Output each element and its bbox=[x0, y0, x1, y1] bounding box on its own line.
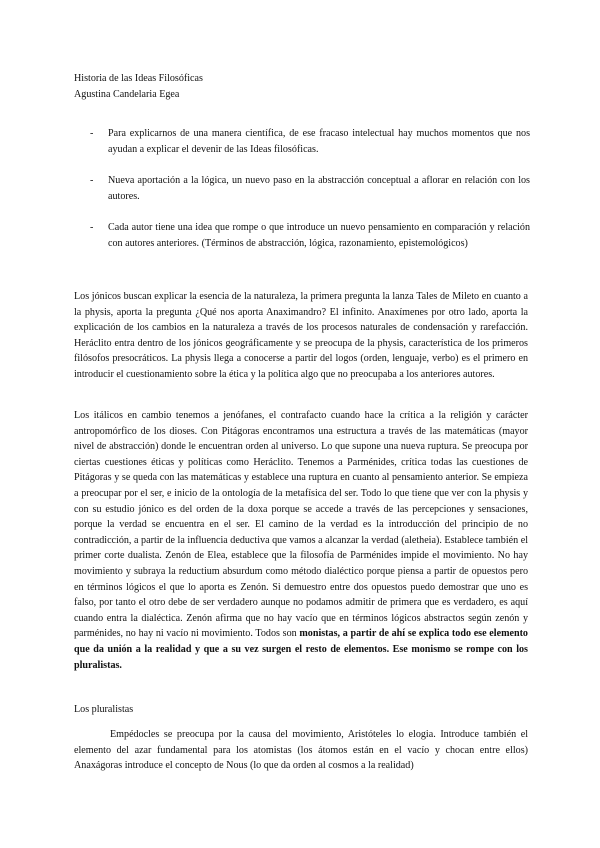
bullet-item bbox=[90, 126, 530, 157]
paragraph-pluralistas: Empédocles se preocupa por la causa del movimiento, Aristóteles lo elogia. Introduce también el elemento del azar fundamental para los atomistas (los átomos están en el vacío y chocan entre ellos) Anaxágoras introduce el concepto de Nous (lo que da orden al cosmos a la realidad) bbox=[74, 729, 528, 772]
bullet-text: Para explicarnos de una manera científica, de ese fracaso intelectual hay muchos momentos que nos ayudan a explicar el devenir de las Ideas filosóficas. bbox=[108, 128, 530, 155]
author-name: Agustina Candelaria Egea bbox=[74, 88, 180, 100]
bullet-text: Cada autor tiene una idea que rompe o que introduce un nuevo pensamiento en comparación y relación con autores anteriores. (Términos de abstracción, lógica, razonamiento, epistemológicos) bbox=[108, 222, 530, 249]
bullet-item bbox=[90, 220, 530, 251]
bullet-text: Nueva aportación a la lógica, un nuevo paso en la abstracción conceptual a aflorar en relación con los autores. bbox=[108, 175, 530, 202]
paragraph-jonicos: Los jónicos buscan explicar la esencia de la naturaleza, la primera pregunta la lanza Tales de Mileto en cuanto a la physis, aporta la pregunta ¿Qué nos aporta Anaximandro? El infinito. Anaxímenes por otro lado, aporta la explicación de los cambios en la naturaleza a través de los procesos naturales de condensación y rarefacción. Heráclito entra dentro de los jónicos geográficamente y se preocupa de la physis, característica de los primeros filósofos presocráticos. La physis llega a conocerse a partir del logos (orden, lenguaje, verbo) es el primero en introducir el cuestionamiento sobre la ética y la política algo que no preocupaba a los anteriores autores. bbox=[74, 291, 528, 380]
bullet-marker: - bbox=[90, 128, 94, 139]
bullet-list bbox=[90, 126, 530, 268]
document-header bbox=[74, 71, 534, 102]
course-title: Historia de las Ideas Filosóficas bbox=[74, 73, 203, 84]
bullet-item bbox=[90, 173, 530, 204]
paragraph-italicos-text: Los itálicos en cambio tenemos a jenófanes, el contrafacto cuando hace la crítica a la religión y carácter antropomórfico de los dioses. Con Pitágoras encontramos una estructura a través de las matemáticas (mayor nivel de abstracción) donde le encuentran orden al universo. Lo que supone una nueva ruptura. Se preocupa por ciertas cuestiones éticas y políticas como Heráclito. Tenemos a Parménides, crítica todas las cuestiones de Pitágoras y se queda con las matemáticas y establece una ruptura en cuanto al pensamiento anterior. Se empieza a preocupar por el ser, e inicio de la ontología de la metafísica del ser. Todo lo que tiene que ver con la physis y con su estudio jónico es del orden de la doxa porque se accede a través de las percepciones y sensaciones, porque la verdad se encuentra en el ser. El camino de la verdad es la introducción del principio de no contradicción, a partir de la influencia deductiva que vamos a alcanzar la verdad (aletheia). Establece también el primer corte dualista. Zenón de Elea, establece que la filosofía de Parménides impide el movimiento. No hay movimiento y subraya la reductium absurdum como método dialéctico porque piensa a partir de opuestos pero en términos lógicos el que lo aporta es Zenón. Si demuestro entre dos opuestos puedo demostrar que uno es falso, por tanto el otro debe de ser verdadero aunque no podamos admitir de primera que es verdadero, es aquí cuando entra la dialéctica. Zenón afirma que no hay vacío que en términos lógicos abstractos según zenón y parménides, no hay ni vacío ni movimiento. Todos son bbox=[74, 410, 528, 640]
bullet-marker: - bbox=[90, 222, 94, 234]
bullet-marker: - bbox=[90, 175, 94, 187]
paragraph-italicos bbox=[74, 408, 528, 673]
section-heading-pluralistas: Los pluralistas bbox=[74, 704, 134, 715]
paragraph-italicos-bold: monistas, a partir de ahí se explica todo ese elemento que da unión a la realidad y que a su vez surgen el resto de elementos. Ese monismo se rompe con los pluralistas. bbox=[74, 628, 528, 671]
